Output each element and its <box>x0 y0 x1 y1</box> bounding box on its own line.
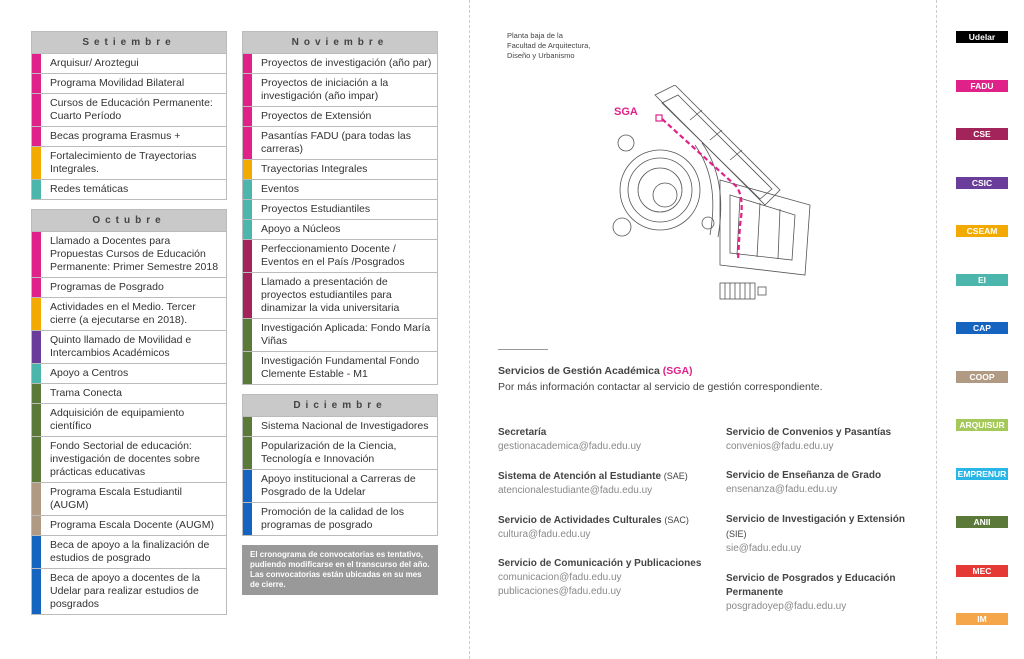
list-item-label: Apoyo a Centros <box>50 367 129 379</box>
service-entry <box>726 426 926 454</box>
service-email-link[interactable]: publicaciones@fadu.edu.uy <box>498 586 622 597</box>
institution-tag: CAP <box>956 322 1008 334</box>
category-color-bar <box>32 278 41 297</box>
list-item-label: Promoción de la calidad de los programas de posgrado <box>261 506 405 531</box>
category-color-bar <box>243 200 252 219</box>
plan-caption-line: Diseño y Urbanismo <box>507 51 575 60</box>
list-item <box>243 219 437 239</box>
list-item <box>32 383 226 403</box>
list-item-label: Sistema Nacional de Investigadores <box>261 420 429 432</box>
category-color-bar <box>243 220 252 239</box>
list-item <box>32 126 226 146</box>
service-email-link[interactable]: posgradoyep@fadu.edu.uy <box>726 601 847 612</box>
category-color-bar <box>243 54 252 73</box>
institution-tag: ANII <box>956 516 1008 528</box>
list-item-label: Trayectorias Integrales <box>261 163 368 175</box>
list-item <box>243 159 437 179</box>
category-color-bar <box>32 54 41 73</box>
list-item-label: Proyectos Estudiantiles <box>261 203 371 215</box>
institution-tag: IM <box>956 613 1008 625</box>
institution-tag: CSEAM <box>956 225 1008 237</box>
category-color-bar <box>243 437 252 469</box>
category-color-bar <box>243 74 252 106</box>
service-name <box>498 557 703 571</box>
category-color-bar <box>32 232 41 277</box>
list-item-label: Programa Escala Docente (AUGM) <box>50 519 214 531</box>
list-item-label: Investigación Aplicada: Fondo María Viñas <box>261 322 431 347</box>
service-name-text: Servicio de Comunicación y Publicaciones <box>498 558 702 569</box>
list-item-label: Quinto llamado de Movilidad e Intercambios Académicos <box>50 334 192 359</box>
list-item-label: Apoyo a Núcleos <box>261 223 341 235</box>
month-octubre <box>31 209 227 615</box>
institution-tag: FADU <box>956 80 1008 92</box>
service-name <box>498 426 703 440</box>
month-header: Octubre <box>32 210 226 231</box>
list-item-label: Programa Escala Estudiantil (AUGM) <box>50 486 182 511</box>
category-color-bar <box>32 94 41 126</box>
list-item-label: Investigación Fundamental Fondo Clemente Estable - M1 <box>261 355 420 380</box>
list-item <box>32 146 226 179</box>
list-item <box>243 106 437 126</box>
month-items <box>243 416 437 535</box>
list-item-label: Llamado a presentación de proyectos estudiantiles para dinamizar la vida universitaria <box>261 276 400 314</box>
category-color-bar <box>32 516 41 535</box>
sga-abbr: (SGA) <box>662 365 693 377</box>
category-color-bar <box>243 319 252 351</box>
list-item-label: Becas programa Erasmus + <box>50 130 181 142</box>
list-item-label: Actividades en el Medio. Tercer cierre (a ejecutarse en 2018). <box>50 301 196 326</box>
list-item <box>243 179 437 199</box>
service-name <box>726 469 926 483</box>
month-diciembre <box>242 394 438 536</box>
institution-tag: CSE <box>956 128 1008 140</box>
institution-tag: ARQUISUR <box>956 419 1008 431</box>
service-name <box>498 469 703 484</box>
list-item <box>32 179 226 199</box>
category-color-bar <box>32 404 41 436</box>
list-item <box>243 272 437 318</box>
category-color-bar <box>243 160 252 179</box>
list-item <box>32 330 226 363</box>
list-item-label: Proyectos de Extensión <box>261 110 372 122</box>
month-items <box>243 53 437 384</box>
list-item-label: Beca de apoyo a docentes de la Udelar para realizar estudios de posgrados <box>50 572 201 610</box>
category-color-bar <box>32 364 41 383</box>
institution-tag: COOP <box>956 371 1008 383</box>
list-item <box>32 482 226 515</box>
plan-caption <box>507 31 590 61</box>
plan-caption-line: Facultad de Arquitectura, <box>507 41 591 50</box>
category-color-bar <box>243 240 252 272</box>
sga-map-label: SGA <box>614 106 638 118</box>
service-name <box>726 572 926 600</box>
fold-line-center <box>469 0 470 659</box>
service-entry <box>498 469 703 498</box>
institution-tag: MEC <box>956 565 1008 577</box>
institution-tag: EI <box>956 274 1008 286</box>
month-header: Setiembre <box>32 32 226 53</box>
month-header: Noviembre <box>243 32 437 53</box>
service-entry <box>726 513 926 556</box>
calendar-column-right <box>242 31 438 595</box>
month-items <box>32 53 226 199</box>
month-header: Diciembre <box>243 395 437 416</box>
service-name-text: Servicio de Posgrados y Educación Permanente <box>726 573 896 598</box>
calendar-column-left <box>31 31 227 624</box>
service-entry <box>726 469 926 497</box>
service-name-text: Sistema de Atención al Estudiante <box>498 471 662 482</box>
list-item <box>243 416 437 436</box>
month-noviembre <box>242 31 438 385</box>
list-item <box>243 73 437 106</box>
list-item-label: Proyectos de investigación (año par) <box>261 57 432 69</box>
month-setiembre <box>31 31 227 200</box>
floor-plan-image <box>600 85 815 305</box>
service-name-text: Servicio de Enseñanza de Grado <box>726 470 882 481</box>
list-item <box>32 277 226 297</box>
list-item <box>32 363 226 383</box>
list-item <box>32 515 226 535</box>
list-item <box>32 93 226 126</box>
category-color-bar <box>32 437 41 482</box>
service-entry <box>498 557 703 599</box>
list-item <box>243 199 437 219</box>
plan-caption-line: Planta baja de la <box>507 31 563 40</box>
service-name <box>726 513 926 542</box>
list-item-label: Fondo Sectorial de educación: investigación de docentes sobre prácticas educativas <box>50 440 201 478</box>
service-abbr: (SAE) <box>663 471 688 481</box>
list-item <box>32 73 226 93</box>
list-item <box>243 502 437 535</box>
category-color-bar <box>32 180 41 199</box>
category-color-bar <box>32 298 41 330</box>
list-item <box>243 239 437 272</box>
list-item <box>243 469 437 502</box>
list-item <box>32 535 226 568</box>
divider <box>498 349 548 350</box>
service-abbr: (SAC) <box>664 515 689 525</box>
list-item <box>243 436 437 469</box>
category-color-bar <box>32 483 41 515</box>
list-item <box>243 318 437 351</box>
category-color-bar <box>243 127 252 159</box>
list-item <box>32 403 226 436</box>
service-abbr: (SIE) <box>726 529 747 539</box>
list-item <box>32 436 226 482</box>
month-items <box>32 231 226 614</box>
service-entry <box>498 426 703 454</box>
list-item-label: Adquisición de equipamiento científico <box>50 407 185 432</box>
category-color-bar <box>32 127 41 146</box>
category-color-bar <box>32 331 41 363</box>
fold-line-right <box>936 0 937 659</box>
list-item <box>32 53 226 73</box>
schedule-note: El cronograma de convocatorias es tentativo, pudiendo modificarse en el transcurso del año. Las convocatorias están ubicadas en su mes de cierre. <box>242 545 438 595</box>
category-color-bar <box>32 536 41 568</box>
list-item-label: Cursos de Educación Permanente: Cuarto Período <box>50 97 213 122</box>
service-entry <box>498 513 703 542</box>
institution-tag: CSIC <box>956 177 1008 189</box>
institution-tag: Udelar <box>956 31 1008 43</box>
list-item <box>32 297 226 330</box>
category-color-bar <box>243 273 252 318</box>
service-name-text: Servicio de Actividades Culturales <box>498 515 662 526</box>
list-item-label: Perfeccionamiento Docente / Eventos en el País /Posgrados <box>261 243 405 268</box>
list-item-label: Fortalecimiento de Trayectorias Integrales. <box>50 150 197 175</box>
list-item-label: Programas de Posgrado <box>50 281 164 293</box>
list-item-label: Llamado a Docentes para Propuestas Cursos de Educación Permanente: Primer Semestre 2018 <box>50 235 219 273</box>
list-item-label: Apoyo institucional a Carreras de Posgrado de la Udelar <box>261 473 416 498</box>
list-item-label: Trama Conecta <box>50 387 122 399</box>
list-item <box>243 53 437 73</box>
list-item-label: Proyectos de iniciación a la investigación (año impar) <box>261 77 389 102</box>
list-item-label: Programa Movilidad Bilateral <box>50 77 185 89</box>
service-email-link[interactable]: comunicacion@fadu.edu.uy <box>498 572 622 583</box>
category-color-bar <box>32 74 41 93</box>
service-email-link[interactable]: atencionalestudiante@fadu.edu.uy <box>498 485 653 496</box>
service-name-text: Servicio de Convenios y Pasantías <box>726 427 892 438</box>
list-item <box>32 231 226 277</box>
sga-title <box>498 365 693 377</box>
category-color-bar <box>243 503 252 535</box>
list-item-label: Eventos <box>261 183 299 195</box>
category-color-bar <box>243 352 252 384</box>
category-color-bar <box>243 417 252 436</box>
list-item <box>243 351 437 384</box>
sga-title-text: Servicios de Gestión Académica <box>498 365 660 377</box>
list-item-label: Redes temáticas <box>50 183 129 195</box>
service-name <box>498 513 703 528</box>
category-color-bar <box>243 180 252 199</box>
list-item-label: Popularización de la Ciencia, Tecnología e Innovación <box>261 440 397 465</box>
list-item <box>32 568 226 614</box>
category-color-bar <box>32 384 41 403</box>
service-email-link[interactable]: ensenanza@fadu.edu.uy <box>726 484 838 495</box>
service-email-link[interactable]: sie@fadu.edu.uy <box>726 543 802 554</box>
category-color-bar <box>32 147 41 179</box>
category-color-bar <box>32 569 41 614</box>
service-name-text: Servicio de Investigación y Extensión <box>726 514 905 525</box>
service-entry <box>726 572 926 614</box>
service-email-link[interactable]: cultura@fadu.edu.uy <box>498 529 591 540</box>
institution-tag: EMPRENUR <box>957 468 1007 479</box>
service-name-text: Secretaría <box>498 427 547 438</box>
list-item-label: Pasantías FADU (para todas las carreras) <box>261 130 411 155</box>
list-item-label: Beca de apoyo a la finalización de estudios de posgrado <box>50 539 210 564</box>
service-email-link[interactable]: convenios@fadu.edu.uy <box>726 441 834 452</box>
service-email-link[interactable]: gestionacademica@fadu.edu.uy <box>498 441 642 452</box>
sga-subtitle: Por más información contactar al servicio de gestión correspondiente. <box>498 381 823 393</box>
list-item <box>243 126 437 159</box>
category-color-bar <box>243 107 252 126</box>
category-color-bar <box>243 470 252 502</box>
list-item-label: Arquisur/ Aroztegui <box>50 57 139 69</box>
service-name <box>726 426 926 440</box>
